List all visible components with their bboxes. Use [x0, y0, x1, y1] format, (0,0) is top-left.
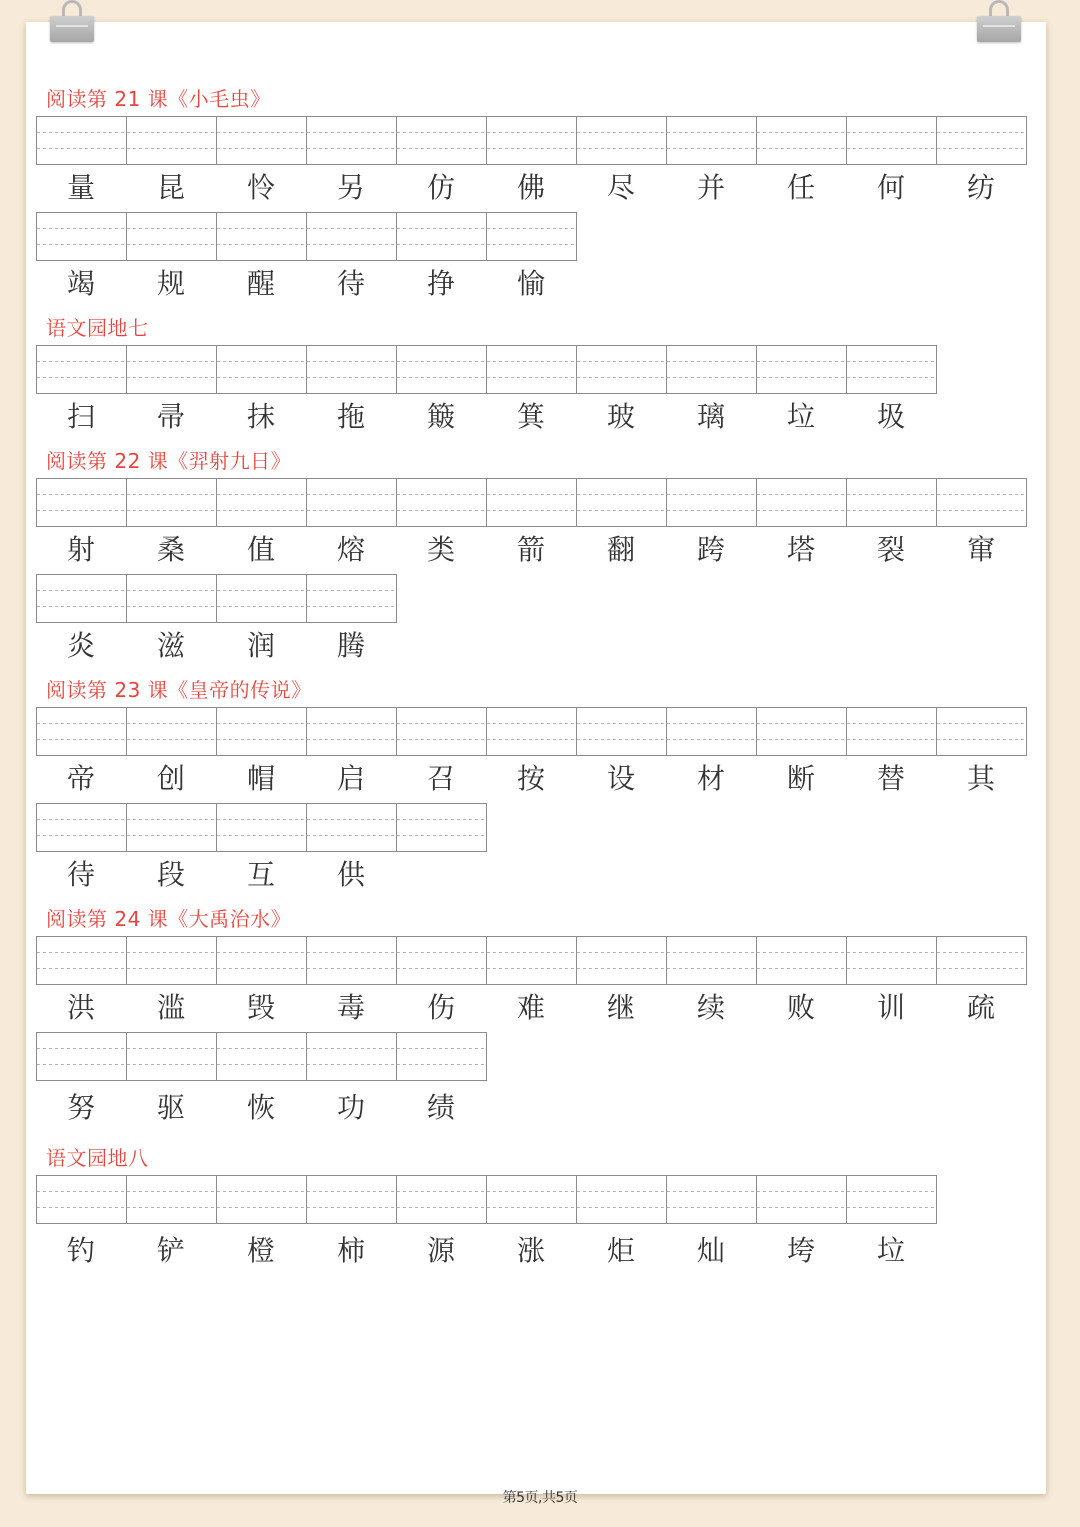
- binder-clip-icon: [977, 0, 1021, 42]
- character: 其: [966, 762, 995, 795]
- character: 待: [66, 858, 95, 891]
- writing-cell[interactable]: [486, 707, 576, 756]
- character: 难: [516, 991, 545, 1024]
- writing-cell[interactable]: [306, 478, 396, 527]
- character: 润: [246, 629, 275, 662]
- character: 供: [336, 858, 365, 891]
- character: 继: [606, 991, 635, 1024]
- writing-cell[interactable]: [576, 116, 666, 165]
- writing-cell[interactable]: [36, 707, 126, 756]
- character-row: [36, 397, 936, 437]
- writing-cell[interactable]: [396, 116, 486, 165]
- character: 努: [66, 1091, 95, 1124]
- writing-cell[interactable]: [846, 707, 936, 756]
- character: 挣: [426, 267, 455, 300]
- section-title: 阅读第 23 课《皇帝的传说》: [46, 678, 312, 702]
- character-row: [36, 168, 1026, 208]
- writing-cell[interactable]: [126, 478, 216, 527]
- character: 抹: [246, 400, 275, 433]
- character: 功: [336, 1091, 365, 1124]
- writing-cell[interactable]: [396, 1032, 487, 1081]
- writing-cell[interactable]: [126, 345, 216, 394]
- character: 帽: [246, 762, 275, 795]
- writing-cell[interactable]: [756, 478, 846, 527]
- writing-cell[interactable]: [216, 574, 306, 623]
- character-row: [36, 1231, 936, 1271]
- writing-cell[interactable]: [396, 1175, 486, 1224]
- character: 桑: [156, 533, 185, 566]
- character: 拖: [336, 400, 365, 433]
- writing-cell[interactable]: [36, 116, 126, 165]
- writing-cell[interactable]: [36, 212, 126, 261]
- writing-cell[interactable]: [396, 478, 486, 527]
- character-row: [36, 759, 1026, 799]
- writing-cell[interactable]: [126, 212, 216, 261]
- writing-cell[interactable]: [216, 478, 306, 527]
- writing-grid-row: [36, 345, 937, 394]
- writing-cell[interactable]: [756, 116, 846, 165]
- writing-grid-row: [36, 116, 1027, 165]
- character: 续: [696, 991, 725, 1024]
- writing-cell[interactable]: [36, 803, 126, 852]
- writing-cell[interactable]: [216, 707, 306, 756]
- character: 互: [246, 858, 275, 891]
- character: 伤: [426, 991, 455, 1024]
- character: 竭: [66, 267, 95, 300]
- character: 窜: [966, 533, 995, 566]
- writing-cell[interactable]: [756, 707, 846, 756]
- writing-cell[interactable]: [666, 116, 756, 165]
- character: 翻: [606, 533, 635, 566]
- writing-cell[interactable]: [126, 116, 216, 165]
- character: 炬: [606, 1234, 635, 1267]
- writing-cell[interactable]: [36, 1175, 126, 1224]
- writing-cell[interactable]: [306, 574, 397, 623]
- writing-cell[interactable]: [576, 345, 666, 394]
- character: 腾: [336, 629, 365, 662]
- character: 疏: [966, 991, 995, 1024]
- writing-cell[interactable]: [216, 1032, 306, 1081]
- writing-cell[interactable]: [936, 478, 1027, 527]
- writing-grid-row: [36, 707, 1027, 756]
- character: 醒: [246, 267, 275, 300]
- writing-cell[interactable]: [576, 1175, 666, 1224]
- writing-cell[interactable]: [666, 936, 756, 985]
- character: 箭: [516, 533, 545, 566]
- writing-cell[interactable]: [396, 707, 486, 756]
- writing-grid-row: [36, 574, 397, 623]
- character: 滋: [156, 629, 185, 662]
- character: 创: [156, 762, 185, 795]
- writing-cell[interactable]: [576, 478, 666, 527]
- character: 启: [336, 762, 365, 795]
- character: 射: [66, 533, 95, 566]
- writing-cell[interactable]: [396, 212, 486, 261]
- character: 圾: [876, 400, 905, 433]
- character: 箕: [516, 400, 545, 433]
- character: 仿: [426, 171, 455, 204]
- character: 愉: [516, 267, 545, 300]
- writing-cell[interactable]: [126, 1032, 216, 1081]
- writing-grid-row: [36, 803, 487, 852]
- writing-cell[interactable]: [396, 803, 487, 852]
- character: 垮: [786, 1234, 815, 1267]
- character: 材: [696, 762, 725, 795]
- writing-cell[interactable]: [936, 936, 1027, 985]
- writing-cell[interactable]: [666, 478, 756, 527]
- writing-cell[interactable]: [306, 212, 396, 261]
- writing-cell[interactable]: [486, 1175, 576, 1224]
- character: 灿: [696, 1234, 725, 1267]
- writing-cell[interactable]: [666, 707, 756, 756]
- character: 柿: [336, 1234, 365, 1267]
- writing-cell[interactable]: [306, 116, 396, 165]
- character: 类: [426, 533, 455, 566]
- writing-cell[interactable]: [126, 574, 216, 623]
- character: 绩: [426, 1091, 455, 1124]
- writing-cell[interactable]: [306, 345, 396, 394]
- writing-cell[interactable]: [126, 803, 216, 852]
- character: 铲: [156, 1234, 185, 1267]
- character: 裂: [876, 533, 905, 566]
- writing-cell[interactable]: [216, 116, 306, 165]
- character: 值: [246, 533, 275, 566]
- writing-cell[interactable]: [846, 1175, 937, 1224]
- writing-cell[interactable]: [486, 116, 576, 165]
- character: 召: [426, 762, 455, 795]
- writing-cell[interactable]: [306, 936, 396, 985]
- writing-cell[interactable]: [36, 1032, 126, 1081]
- writing-cell[interactable]: [306, 1175, 396, 1224]
- character: 滥: [156, 991, 185, 1024]
- character: 按: [516, 762, 545, 795]
- character: 帝: [66, 762, 95, 795]
- character: 毁: [246, 991, 275, 1024]
- writing-cell[interactable]: [846, 478, 936, 527]
- character: 驱: [156, 1091, 185, 1124]
- page-footer: 第5页,共5页: [502, 1490, 578, 1506]
- character: 替: [876, 762, 905, 795]
- character-row: [36, 626, 396, 666]
- writing-cell[interactable]: [396, 936, 486, 985]
- writing-cell[interactable]: [846, 116, 936, 165]
- character: 断: [786, 762, 815, 795]
- character: 涨: [516, 1234, 545, 1267]
- writing-cell[interactable]: [126, 936, 216, 985]
- writing-cell[interactable]: [306, 803, 396, 852]
- character: 昆: [156, 171, 185, 204]
- character: 待: [336, 267, 365, 300]
- writing-cell[interactable]: [666, 1175, 756, 1224]
- writing-grid-row: [36, 212, 577, 261]
- character-row: [36, 1088, 486, 1128]
- character-row: [36, 988, 1026, 1028]
- character: 何: [876, 171, 905, 204]
- writing-cell[interactable]: [36, 936, 126, 985]
- writing-cell[interactable]: [846, 345, 937, 394]
- writing-cell[interactable]: [486, 936, 576, 985]
- character: 垃: [876, 1234, 905, 1267]
- character: 怜: [246, 171, 275, 204]
- character: 规: [156, 267, 185, 300]
- character: 簸: [426, 400, 455, 433]
- character: 钓: [66, 1234, 95, 1267]
- character: 塔: [786, 533, 815, 566]
- character: 尽: [606, 171, 635, 204]
- character: 橙: [246, 1234, 275, 1267]
- writing-cell[interactable]: [306, 1032, 396, 1081]
- writing-cell[interactable]: [306, 707, 396, 756]
- character: 璃: [696, 400, 725, 433]
- writing-grid-row: [36, 1175, 937, 1224]
- section-title: 阅读第 24 课《大禹治水》: [46, 907, 292, 931]
- writing-cell[interactable]: [576, 707, 666, 756]
- writing-cell[interactable]: [396, 345, 486, 394]
- section-title: 阅读第 21 课《小毛虫》: [46, 87, 271, 111]
- character: 另: [336, 171, 365, 204]
- writing-grid-row: [36, 936, 1027, 985]
- writing-grid-row: [36, 478, 1027, 527]
- writing-cell[interactable]: [216, 212, 306, 261]
- section-title: 阅读第 22 课《羿射九日》: [46, 449, 292, 473]
- character: 扫: [66, 400, 95, 433]
- character: 源: [426, 1234, 455, 1267]
- character: 败: [786, 991, 815, 1024]
- writing-cell[interactable]: [216, 803, 306, 852]
- character: 任: [786, 171, 815, 204]
- writing-cell[interactable]: [216, 936, 306, 985]
- writing-cell[interactable]: [486, 345, 576, 394]
- binder-clip-icon: [50, 0, 94, 42]
- section-title: 语文园地八: [46, 1146, 149, 1170]
- writing-cell[interactable]: [36, 478, 126, 527]
- character: 纺: [966, 171, 995, 204]
- character: 熔: [336, 533, 365, 566]
- writing-cell[interactable]: [756, 345, 846, 394]
- writing-cell[interactable]: [936, 707, 1027, 756]
- writing-cell[interactable]: [756, 936, 846, 985]
- character: 毒: [336, 991, 365, 1024]
- character: 玻: [606, 400, 635, 433]
- character: 量: [66, 171, 95, 204]
- writing-cell[interactable]: [486, 478, 576, 527]
- writing-cell[interactable]: [936, 116, 1027, 165]
- writing-cell[interactable]: [216, 1175, 306, 1224]
- character: 帚: [156, 400, 185, 433]
- character: 垃: [786, 400, 815, 433]
- section-title: 语文园地七: [46, 316, 149, 340]
- writing-cell[interactable]: [36, 574, 126, 623]
- writing-cell[interactable]: [216, 345, 306, 394]
- character: 并: [696, 171, 725, 204]
- character: 佛: [516, 171, 545, 204]
- writing-cell[interactable]: [756, 1175, 846, 1224]
- character: 洪: [66, 991, 95, 1024]
- character-row: [36, 530, 1026, 570]
- writing-cell[interactable]: [126, 707, 216, 756]
- character: 训: [876, 991, 905, 1024]
- writing-cell[interactable]: [126, 1175, 216, 1224]
- character: 炎: [66, 629, 95, 662]
- character-row: [36, 264, 576, 304]
- writing-cell[interactable]: [36, 345, 126, 394]
- character: 恢: [246, 1091, 275, 1124]
- writing-grid-row: [36, 1032, 487, 1081]
- character-row: [36, 855, 396, 895]
- character: 设: [606, 762, 635, 795]
- writing-cell[interactable]: [486, 212, 577, 261]
- writing-cell[interactable]: [666, 345, 756, 394]
- writing-cell[interactable]: [846, 936, 936, 985]
- writing-cell[interactable]: [576, 936, 666, 985]
- character: 段: [156, 858, 185, 891]
- character: 跨: [696, 533, 725, 566]
